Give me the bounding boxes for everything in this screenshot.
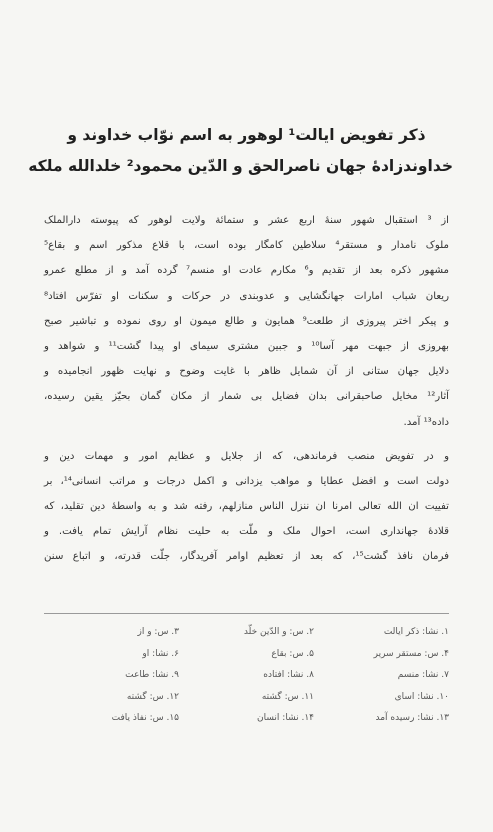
text-line: دلایل جهان ستانی از آن شمایل ظاهر با غایت وضوح و نهایت ظهور انجامیده و (44, 366, 449, 378)
footnote: ۲. س: و الدّین خلّد (243, 627, 314, 637)
footnote: ۵. س: بقاع (271, 648, 314, 659)
footnote-row (44, 644, 449, 666)
footnote: ۱۴. نشا: انسان (257, 713, 314, 724)
text-line: داده¹³ آمد. (403, 416, 449, 428)
chapter-heading (28, 120, 453, 182)
text-line: ریعان شباب امارات جهانگشایی و عدوبندی در حرکات و سکنات او تفرّس افتاد⁸ (44, 290, 449, 302)
footnote-row (44, 687, 449, 709)
footnote: ۱۵. س: نفاذ یافت (111, 713, 179, 724)
footnote: ۱۲. س: گشته (126, 691, 179, 702)
footnote-row (44, 708, 449, 730)
footnote: ۶. نشا: او (142, 648, 179, 659)
text-line: قلادهٔ جهانداری است، احوال ملک و ملّت به حلیت نظام آرایش تمام یافت. و (44, 526, 449, 538)
heading-line-2: خداوندزادهٔ جهان ناصرالحق و الدّین محمود² خلدالله ملکه (28, 157, 453, 175)
text-line: و پیکر اختر پیروزی از طلعت⁹ همایون و طالع میمون او روی نموده و تباشیر صبح (44, 315, 449, 327)
footnote: ۸. نشا: افتاده (263, 670, 314, 681)
footnote-row (44, 665, 449, 687)
text-line: فرمان نافذ گشت¹⁵، که بعد از تعظیم اوامر آفریدگار، جلّت قدرته، و اتباع سنن (44, 551, 450, 563)
text-line: بهروزی از جبهت مهر آسا¹⁰ و جبین مشتری سیمای او پیدا گشت¹¹ و شواهد و (44, 340, 449, 352)
footnote: ۱۰. نشا: اسای (394, 691, 449, 702)
body-text (44, 208, 449, 570)
footnotes (44, 622, 449, 730)
text-line: آثار¹² مخایل صاحبقرانی بدان فضایل بی شمار از مکان گمان بحیّز یقین رسیده، (44, 391, 449, 403)
heading-line-1: ذکر تفویض ایالت¹ لوهور به اسم نوّاب خداوند و (67, 126, 426, 144)
text-line: مشهور ذکره بعد از تقدیم و⁶ مکارم عادت او منسم⁷ گرده آمد و از مطلع عمرو (44, 265, 450, 277)
footnote: ۷. نشا: منسم (397, 670, 449, 681)
paragraph-1 (44, 208, 449, 435)
footnote: ۳. س: و از (137, 627, 179, 637)
text-line: از ³ استقبال شهور سنهٔ اربع عشر و ستمائة ولایت لوهور که پیوسته دارالملک (44, 215, 449, 226)
footnote: ۹. نشا: طاعت (125, 670, 179, 681)
footnote: ۴. س: مستقر سریر (373, 648, 449, 659)
text-line: و در تفویض منصب فرماندهی، که از جلایل و عظایم امور و مهمات دین و (44, 450, 449, 462)
text-line: تفییت ان الله تعالی امرنا ان ننزل الناس منازلهم، رفته شد و به واسطهٔ دین تقلید، که (44, 501, 449, 513)
footnote: ۱۳. نشا: رسیده آمد (375, 713, 449, 724)
paragraph-2 (44, 444, 449, 570)
footnote-row (44, 622, 449, 644)
text-line: دولت است و افضل عطایا و مواهب یزدانی و اکمل درجات و مراتب انسانی¹⁴، بر (44, 475, 449, 487)
footnote-divider (44, 613, 449, 614)
text-line: ملوک نامدار و مستقر⁴ سلاطین کامگار بوده است، با قلاع مذکور اسم و بقاع⁵ (44, 240, 450, 252)
footnote: ۱۱. س: گشته (261, 691, 314, 702)
footnote: ۱. نشا: ذکر ایالت (383, 627, 449, 637)
